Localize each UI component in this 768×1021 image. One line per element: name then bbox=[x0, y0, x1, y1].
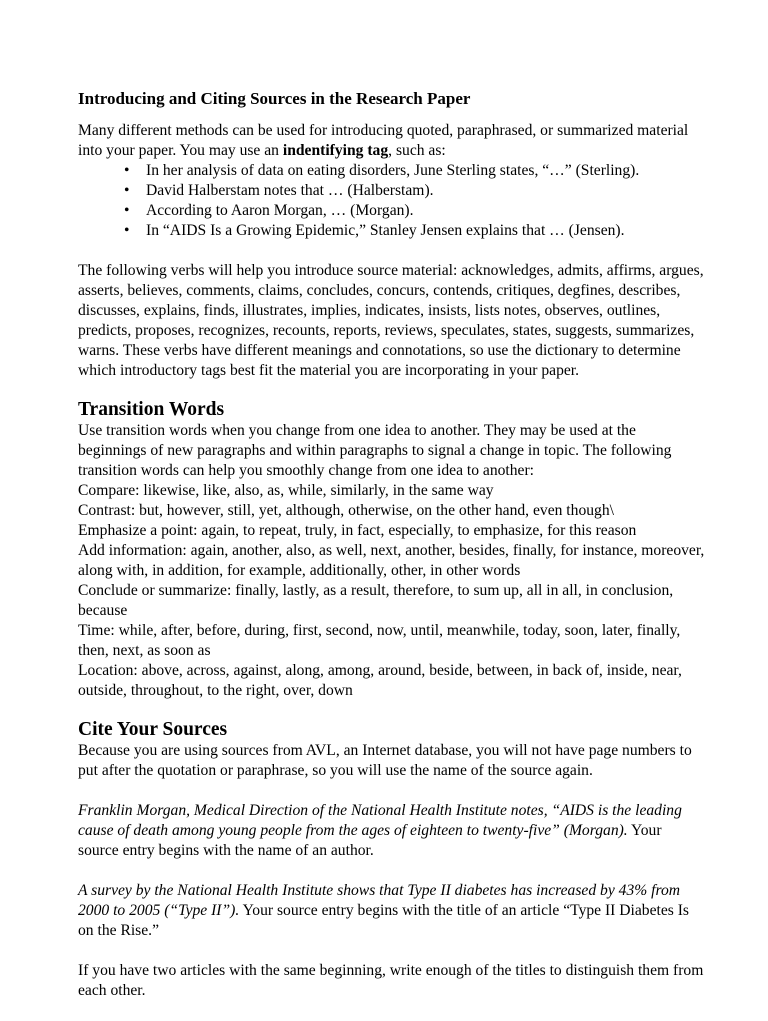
intro-bold-term: indentifying tag bbox=[282, 142, 389, 159]
list-item: • In “AIDS Is a Growing Epidemic,” Stanley Jensen explains that … (Jensen). bbox=[146, 221, 706, 241]
transition-intro: Use transition words when you change from one idea to another. They may be used at the beginnings of new paragraphs and within paragraphs to signal a change in topic. The following transition words can help you smoothly change from one idea to another: bbox=[78, 422, 672, 479]
transition-line: Add information: again, another, also, as well, next, another, besides, finally, for instance, moreover, along with, in addition, for example, additionally, other, in other words bbox=[78, 542, 705, 579]
example-note: Your source entry begins with the title of an article “Type II Diabetes Is on the Rise.” bbox=[78, 902, 689, 939]
example-tag-list bbox=[78, 161, 706, 241]
transition-line: Conclude or summarize: finally, lastly, as a result, therefore, to sum up, all in all, in conclusion, because bbox=[78, 582, 674, 619]
example-note: Your source entry begins with the name of an author. bbox=[78, 822, 662, 859]
verbs-paragraph: The following verbs will help you introduce source material: acknowledges, admits, affirms, argues, asserts, believes, comments, claims, concludes, concurs, contends, critiques, degfines, describes, discusses, explains, finds, illustrates, implies, indicates, insists, lists notes, observes, outlines, predicts, proposes, recognizes, recounts, reports, reviews, speculates, states, suggests, summarizes, warns. These verbs have different meanings and connotations, so use the dictionary to determine which introductory tags best fit the material you are incorporating in your paper. bbox=[78, 262, 704, 379]
page-title: Introducing and Citing Sources in the Research Paper bbox=[78, 89, 471, 108]
intro-text-after: , such as: bbox=[388, 142, 446, 159]
section-heading-cite: Cite Your Sources bbox=[78, 719, 228, 740]
example-citation: A survey by the National Health Institute shows that Type II diabetes has increased by 43% from 2000 to 2005 (“Type II”). bbox=[78, 882, 681, 919]
cite-example-title bbox=[78, 881, 706, 941]
intro-paragraph bbox=[78, 121, 706, 161]
transition-line: Emphasize a point: again, to repeat, truly, in fact, especially, to emphasize, for this reason bbox=[78, 522, 637, 539]
list-item: • In her analysis of data on eating disorders, June Sterling states, “…” (Sterling). bbox=[146, 161, 706, 181]
cite-example-author bbox=[78, 801, 706, 861]
document-page bbox=[78, 88, 706, 1021]
transition-line: Contrast: but, however, still, yet, although, otherwise, on the other hand, even though\ bbox=[78, 502, 614, 519]
transition-line: Time: while, after, before, during, first, second, now, until, meanwhile, today, soon, later, finally, then, next, as soon as bbox=[78, 622, 681, 659]
intro-text: Many different methods can be used for introducing quoted, paraphrased, or summarized material into your paper. You may use an bbox=[78, 122, 689, 159]
transition-section bbox=[78, 421, 706, 701]
transition-line: Compare: likewise, like, also, as, while, similarly, in the same way bbox=[78, 482, 494, 499]
list-item: • According to Aaron Morgan, … (Morgan). bbox=[146, 201, 706, 221]
example-citation: Franklin Morgan, Medical Direction of the National Health Institute notes, “AIDS is the leading cause of death among young people from the ages of eighteen to twenty-five” (Morgan). bbox=[78, 802, 682, 839]
section-heading-transition: Transition Words bbox=[78, 399, 225, 420]
cite-intro: Because you are using sources from AVL, an Internet database, you will not have page numbers to put after the quotation or paraphrase, so you will use the name of the source again. bbox=[78, 742, 692, 779]
list-item: • David Halberstam notes that … (Halberstam). bbox=[146, 181, 706, 201]
cite-closing: If you have two articles with the same beginning, write enough of the titles to distinguish them from each other. bbox=[78, 962, 704, 999]
transition-line: Location: above, across, against, along, among, around, beside, between, in back of, inside, near, outside, throughout, to the right, over, down bbox=[78, 662, 682, 699]
